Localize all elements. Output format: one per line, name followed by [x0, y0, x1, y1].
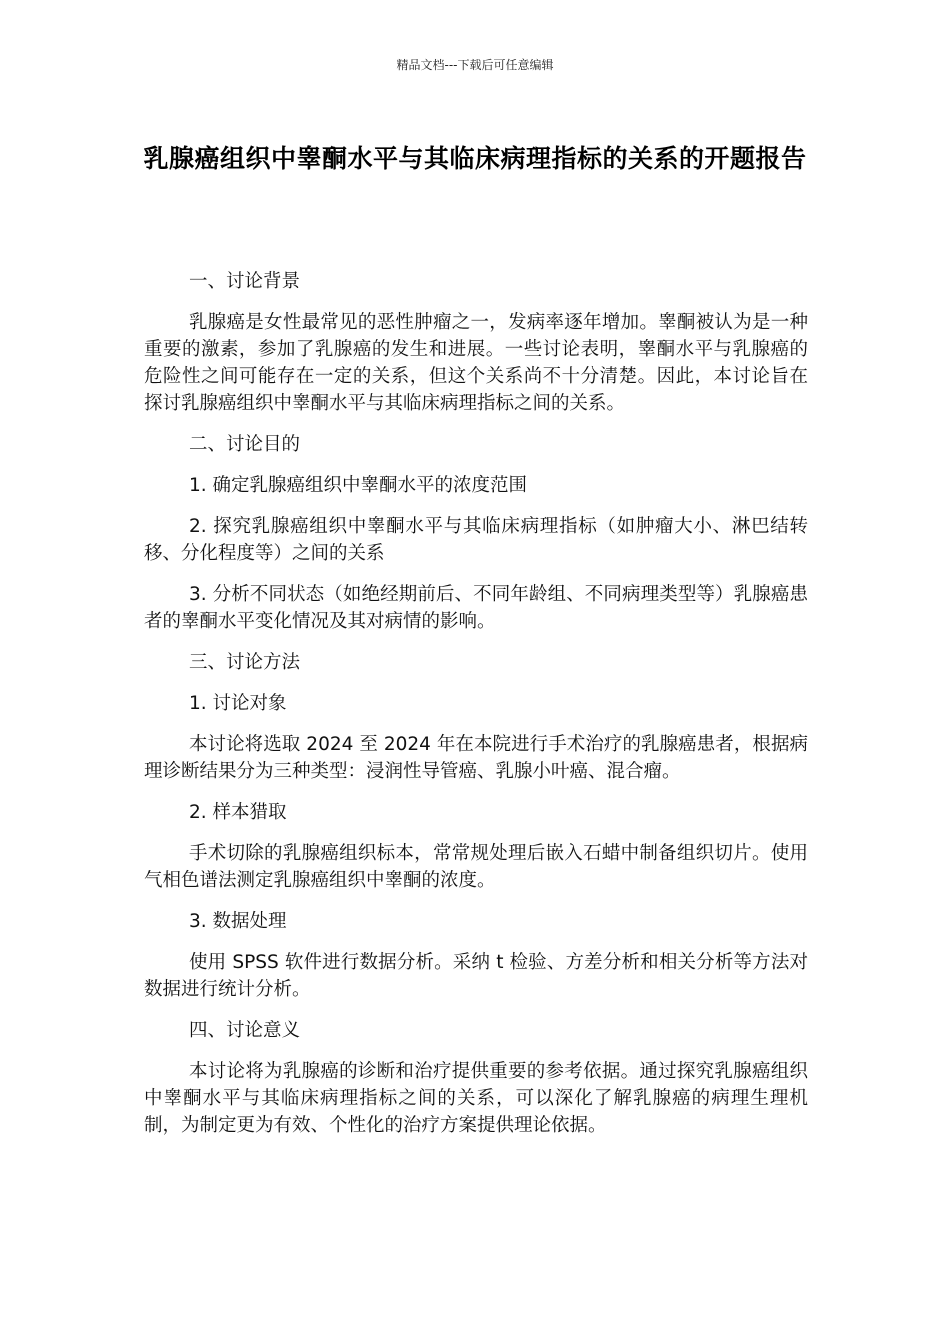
subsection-heading-subjects: 1. 讨论对象: [189, 693, 287, 714]
section-heading-methods: 三、讨论方法: [189, 652, 301, 673]
document-body: [144, 268, 808, 1153]
document-title: 乳腺癌组织中睾酮水平与其临床病理指标的关系的开题报告: [143, 144, 807, 173]
objective-item-2: 2. 探究乳腺癌组织中睾酮水平与其临床病理指标（如肿瘤大小、淋巴结转移、分化程度等）之间的关系: [144, 516, 808, 564]
objective-item-3: 3. 分析不同状态（如绝经期前后、不同年龄组、不同病理类型等）乳腺癌患者的睾酮水平变化情况及其对病情的影响。: [144, 584, 808, 632]
paragraph-subjects: 本讨论将选取 2024 至 2024 年在本院进行手术治疗的乳腺癌患者，根据病理诊断结果分为三种类型：浸润性导管癌、乳腺小叶癌、混合瘤。: [144, 734, 808, 782]
objective-item-1: 1. 确定乳腺癌组织中睾酮水平的浓度范围: [189, 475, 528, 496]
paragraph-significance: 本讨论将为乳腺癌的诊断和治疗提供重要的参考依据。通过探究乳腺癌组织中睾酮水平与其临床病理指标之间的关系，可以深化了解乳腺癌的病理生理机制，为制定更为有效、个性化的治疗方案提供理论依据。: [144, 1061, 808, 1136]
paragraph-data-processing: 使用 SPSS 软件进行数据分析。采纳 t 检验、方差分析和相关分析等方法对数据进行统计分析。: [144, 952, 808, 1000]
paragraph-background: 乳腺癌是女性最常见的恶性肿瘤之一，发病率逐年增加。睾酮被认为是一种重要的激素，参加了乳腺癌的发生和进展。一些讨论表明，睾酮水平与乳腺癌的危险性之间可能存在一定的关系，但这个关系尚不十分清楚。因此，本讨论旨在探讨乳腺癌组织中睾酮水平与其临床病理指标之间的关系。: [144, 312, 808, 414]
subsection-heading-data-processing: 3. 数据处理: [189, 911, 287, 932]
page-header: 精品文档---下载后可任意编辑: [396, 58, 554, 72]
section-heading-significance: 四、讨论意义: [189, 1020, 301, 1041]
paragraph-samples: 手术切除的乳腺癌组织标本，常常规处理后嵌入石蜡中制备组织切片。使用气相色谱法测定乳腺癌组织中睾酮的浓度。: [144, 843, 808, 891]
section-heading-background: 一、讨论背景: [189, 271, 301, 292]
subsection-heading-samples: 2. 样本猎取: [189, 802, 287, 823]
section-heading-objectives: 二、讨论目的: [189, 434, 301, 455]
